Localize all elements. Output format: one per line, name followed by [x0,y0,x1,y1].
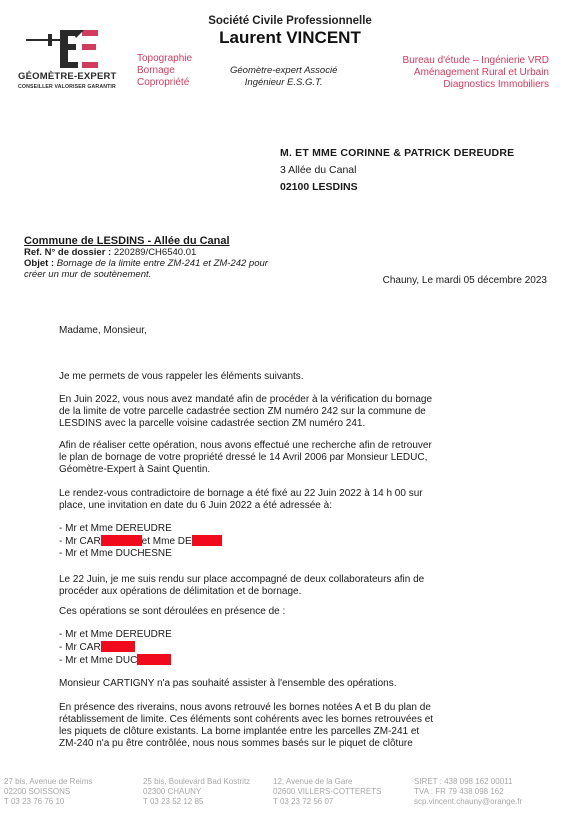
redaction-mark [192,535,222,546]
service-item: Bornage [137,65,175,76]
recipient-street: 3 Allée du Canal [280,164,357,176]
ref-value: 220289/CH6540.01 [113,247,197,258]
list-item: - Mr CAR et Mme DE [59,535,222,548]
redaction-mark [101,641,135,652]
service-item: Bureau d'étude – Ingénierie VRD [402,55,549,66]
logo-name: GÉOMÈTRE-EXPERT [18,71,117,82]
salutation: Madame, Monsieur, [59,325,147,336]
paragraph: En Juin 2022, vous nous avez mandaté afin de procéder à la vérification du bornage de la limite de votre parcelle cadastrée section ZM numéro 242 sur la commune de LESDINS avec la parcelle voisine cadastrée section ZM numéro 241. [59,394,433,429]
recipient-name: M. ET MME CORINNE & PATRICK DEREUDRE [280,147,515,159]
letter-body [56,0,549,770]
paragraph: Ces opérations se sont déroulées en présence de : [59,606,286,617]
attendee-list [59,629,172,667]
list-item: - Mr et Mme DUCHESNE [59,548,172,559]
commune-heading: Commune de LESDINS - Allée du Canal [24,235,230,247]
paragraph: Le 22 Juin, je me suis rendu sur place accompagné de deux collaborateurs afin de procéder aux opérations de délimitation et de bornage. [59,574,425,597]
objet-text: créer un mur de soutènement. [24,269,152,280]
list-item: - Mr et Mme DEREUDRE [59,629,172,640]
ref-label: Ref. N° de dossier : [24,247,112,258]
invitee-list [59,523,222,560]
paragraph: Le rendez-vous contradictoire de bornage a été fixé au 22 Juin 2022 à 14 h 00 sur place, une invitation en date du 6 Juin 2022 a été adressée à: [59,488,423,511]
paragraph: En présence des riverains, nous avons retrouvé les bornes notées A et B du plan de rétablissement de limite. Ces éléments sont cohérents avec les bornes retrouvées et les piquets de clôture existants. La borne implantée entre les parcelles ZM-241 et ZM-240 n'a pu être contrôlée, nous nous sommes basés sur le piquet de clôture [59,702,434,749]
principal-name: Laurent VINCENT [219,28,361,47]
letter-date: Chauny, Le mardi 05 décembre 2023 [382,275,547,286]
list-item: - Mr CAR [59,641,172,654]
footer-office-soissons: 27 bis, Avenue de Reims 02200 SOISSONS T 03 23 76 76 10 [4,777,93,806]
list-item: - Mr et Mme DUC [59,654,172,667]
recipient-city: 02100 LESDINS [280,181,358,193]
footer-office-chauny: 25 bis, Boulevard Bad Kostritz 02300 CHAUNY T 03 23 52 12 85 [143,777,251,806]
objet-label: Objet : [24,258,55,269]
service-item: Topographie [137,53,193,64]
paragraph: Je me permets de vous rappeler les éléments suivants. [59,371,304,382]
footer-office-villers-cotterets: 12, Avenue de la Gare 02600 VILLERS-COTTERETS T 03 23 72 56 07 [273,777,382,806]
footer-company-info: SIRET : 438 098 162 00011 TVA : FR 79 438 098 162 scp.vincent.chauny@orange.fr [414,777,523,806]
service-item: Copropriété [137,77,190,88]
list-item: - Mr et Mme DEREUDRE [59,523,172,534]
title-line: Ingénieur E.S.G.T. [244,77,323,88]
service-item: Aménagement Rural et Urbain [413,67,549,78]
paragraph: Afin de réaliser cette opération, nous avons effectué une recherche afin de retrouver le plan de bornage de votre propriété dressé le 14 Avril 2006 par Monsieur LEDUC, Géomètre-Expert à Saint Quentin. [59,440,432,475]
paragraph: Monsieur CARTIGNY n'a pas souhaité assister à l'ensemble des opérations. [59,678,397,689]
objet-text: Bornage de la limite entre ZM-241 et ZM-242 pour [56,258,268,269]
society-type: Société Civile Professionnelle [208,15,372,27]
logo-tagline: CONSEILLER VALORISER GARANTIR [18,84,116,90]
redaction-mark [101,535,142,546]
title-line: Géomètre-expert Associé [230,65,338,76]
service-item: Diagnostics Immobiliers [443,79,549,90]
redaction-mark [137,654,171,665]
email-link[interactable]: scp.vincent.chauny@orange.fr [414,797,523,806]
